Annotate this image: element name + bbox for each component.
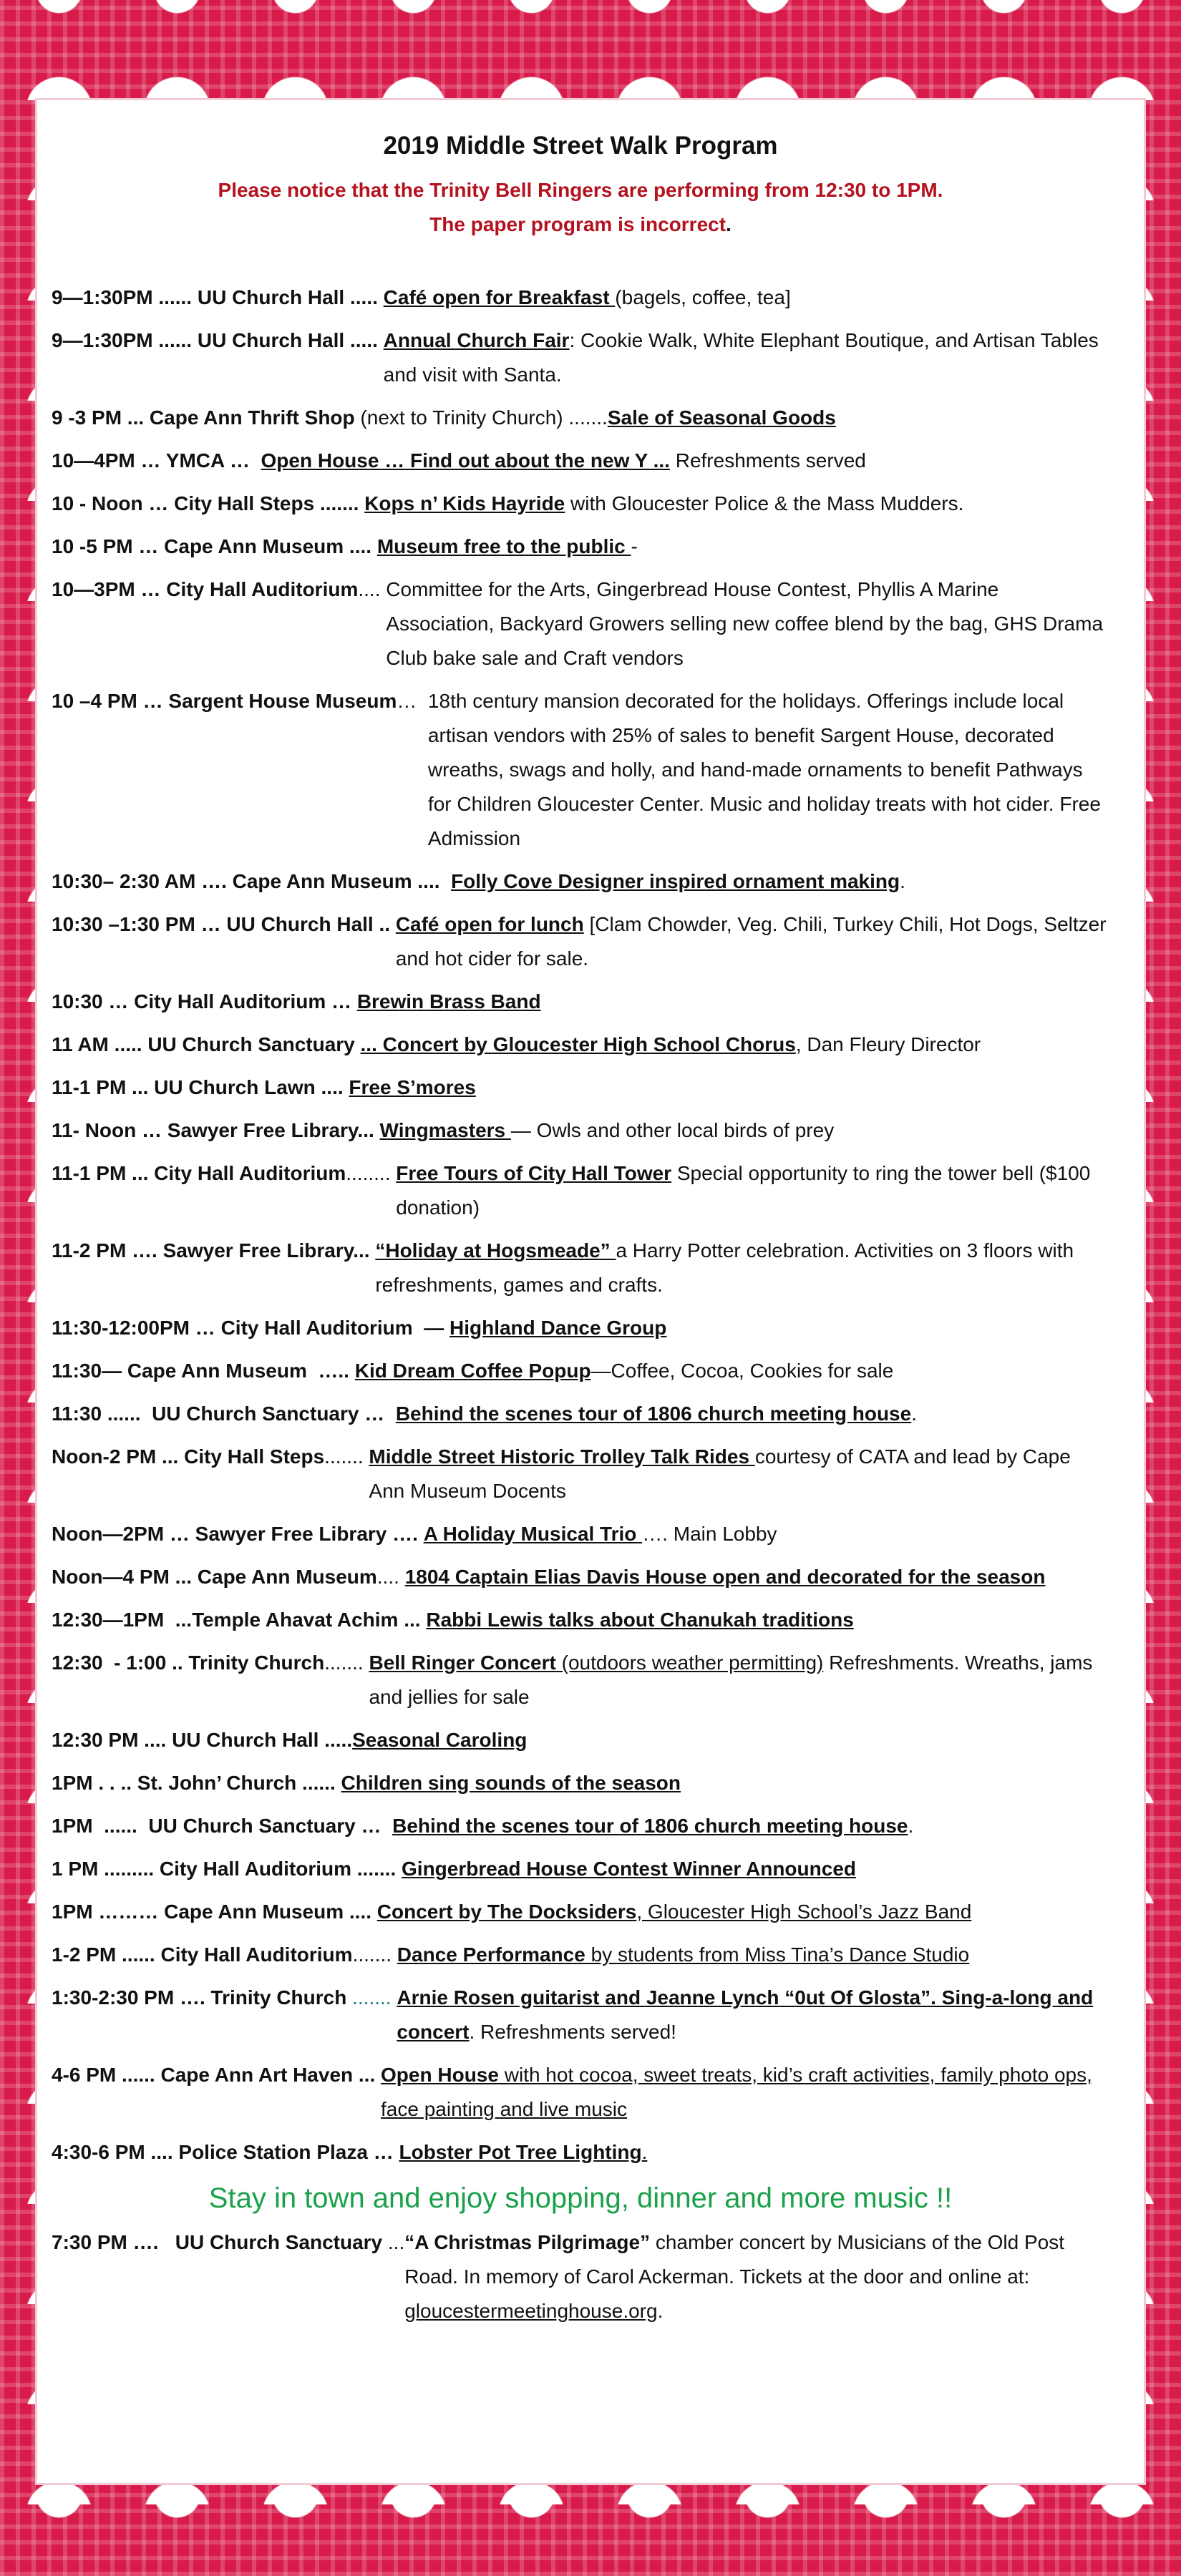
- event-row: [52, 1354, 1109, 1388]
- event-row: [52, 1766, 1109, 1800]
- event-description: : Cookie Walk, White Elephant Boutique, and Artisan Tables and visit with Santa.: [383, 329, 1099, 386]
- event-description: 18th century mansion decorated for the holidays. Offerings include local artisan vendors with 25% of sales to benefit Sargent House, decorated wreaths, swags and holly, and hand-made ornaments to benefit Pathways for Children Gloucester Center. Music and holiday treats with hot cider. Free Admission: [427, 690, 1101, 849]
- event-time-location: Noon—4 PM ... Cape Ann Museum: [52, 1566, 377, 1588]
- event-time-location: 10:30 –1:30 PM … UU Church Hall ..: [52, 913, 396, 935]
- event-highlight: Gingerbread House Contest Winner Announced: [402, 1858, 856, 1880]
- page-title: 2019 Middle Street Walk Program: [383, 132, 778, 160]
- event-time-location: 11 AM ..... UU Church Sanctuary: [52, 1033, 361, 1055]
- event-highlight: Middle Street Historic Trolley Talk Rides: [369, 1445, 755, 1468]
- event-description: , Dan Fleury Director: [795, 1033, 981, 1055]
- event-time-location: 1-2 PM ...... City Hall Auditorium: [52, 1943, 353, 1966]
- event-highlight: “Holiday at Hogsmeade”: [375, 1239, 616, 1262]
- event-highlight: Café open for Breakfast: [383, 286, 616, 308]
- event-time-location: 11-1 PM ... City Hall Auditorium: [52, 1162, 346, 1184]
- event-time-location: 10 - Noon … City Hall Steps .......: [52, 492, 365, 514]
- event-row: 10 –4 PM … Sargent House Museum… 18th century mansion decorated for the holidays. Offerings include local artisan vendors with 25% of sales to benefit Sargent House, decorated wreaths, swags and holly, and hand-made ornaments to benefit Pathways for Children Gloucester Center. Music and holiday treats with hot cider. Free Admission: [52, 690, 1101, 849]
- event-row: [52, 444, 1109, 478]
- event-row: [52, 1234, 1109, 1302]
- event-row: [52, 487, 1109, 521]
- event-time-location: 1:30-2:30 PM …. Trinity Church: [52, 1986, 353, 2009]
- event-time-location: 1PM . . .. St. John’ Church ......: [52, 1772, 341, 1794]
- notice-line-1: Please notice that the Trinity Bell Ringers are performing from 12:30 to 1PM.: [218, 179, 943, 201]
- event-highlight: Concert by The Docksiders: [376, 1901, 637, 1923]
- event-time-location: 9—1:30PM ...... UU Church Hall .....: [52, 286, 384, 308]
- event-time-location: 12:30—1PM ...Temple Ahavat Achim ...: [52, 1609, 427, 1631]
- event-description: .: [911, 1402, 917, 1425]
- event-time-location: 10:30 … City Hall Auditorium …: [52, 990, 357, 1013]
- event-highlight: Lobster Pot Tree Lighting: [399, 2141, 642, 2163]
- event-description: -: [631, 535, 638, 557]
- event-description: .: [900, 870, 905, 892]
- final-event: 7:30 PM …. UU Church Sanctuary ... “A Christmas Pilgrimage” chamber concert by Musicians of the Old Post Road. In memory of Carol Ackerman. Tickets at the door and online at: gloucestermeetinghouse.org.: [52, 2231, 1064, 2322]
- event-highlight: 1804 Captain Elias Davis House open and decorated for the season: [404, 1566, 1046, 1588]
- event-description: with Gloucester Police & the Mass Mudders.: [565, 492, 964, 514]
- event-row: [52, 985, 1109, 1019]
- notice: [52, 173, 1109, 242]
- event-row: Noon-2 PM ... City Hall Steps....... Middle Street Historic Trolley Talk Rides courtesy of CATA and lead by Cape Ann Museum Docents: [52, 1445, 1071, 1502]
- event-highlight: Arnie Rosen guitarist and Jeanne Lynch “0ut Of Glosta”. Sing-a-long and concert: [397, 1986, 1094, 2043]
- event-highlight: Highland Dance Group: [449, 1317, 667, 1339]
- event-row: [52, 530, 1109, 564]
- event-time-location: 10—4PM … YMCA …: [52, 449, 261, 472]
- event-highlight: Folly Cove Designer inspired ornament making: [451, 870, 900, 892]
- event-row: 1:30-2:30 PM …. Trinity Church ....... Arnie Rosen guitarist and Jeanne Lynch “0ut Of Glosta”. Sing-a-long and concert. Refreshments served!: [52, 1986, 1094, 2043]
- event-row: Noon—4 PM ... Cape Ann Museum.... 1804 Captain Elias Davis House open and decorated for the season: [52, 1566, 1046, 1588]
- event-highlight: Sale of Seasonal Goods: [607, 406, 836, 429]
- event-row: [52, 280, 1109, 315]
- event-row: [52, 1311, 1109, 1345]
- event-description: courtesy of CATA and lead by Cape Ann Museum Docents: [369, 1445, 1071, 1502]
- event-row: [52, 1723, 1109, 1757]
- event-description: Refreshments. Wreaths, jams and jellies for sale: [369, 1652, 1093, 1708]
- event-description: —Coffee, Cocoa, Cookies for sale: [590, 1360, 894, 1382]
- event-list: [52, 280, 1109, 2170]
- notice-line-2: The paper program is incorrect.: [429, 213, 732, 235]
- event-row: [52, 864, 1109, 899]
- website-link[interactable]: gloucestermeetinghouse.org: [404, 2300, 658, 2322]
- event-row: 10—3PM … City Hall Auditorium.... Committee for the Arts, Gingerbread House Contest, Phyllis A Marine Association, Backyard Growers selling new coffee blend by the bag, GHS Drama Club bake sale and Craft vendors: [52, 578, 1104, 669]
- event-time-location: 1 PM ......... City Hall Auditorium .......: [52, 1858, 402, 1880]
- event-row: [52, 1809, 1109, 1843]
- event-highlight: Kops n’ Kids Hayride: [364, 492, 565, 514]
- event-time-location: 11-2 PM …. Sawyer Free Library...: [52, 1239, 376, 1262]
- event-highlight: Annual Church Fair: [383, 329, 570, 351]
- event-highlight: A Holiday Musical Trio: [423, 1523, 643, 1545]
- event-time-location: 12:30 - 1:00 .. Trinity Church: [52, 1652, 325, 1674]
- event-time-location: 11:30-12:00PM … City Hall Auditorium —: [52, 1317, 449, 1339]
- event-row: [52, 1852, 1109, 1886]
- event-description: (bagels, coffee, tea]: [615, 286, 791, 308]
- event-highlight: ... Concert by Gloucester High School Chorus: [360, 1033, 796, 1055]
- event-time-location: Noon—2PM … Sawyer Free Library ….: [52, 1523, 424, 1545]
- event-time-location: Noon-2 PM ... City Hall Steps: [52, 1445, 325, 1468]
- event-highlight: Dance Performance: [397, 1943, 585, 1966]
- event-description: [Clam Chowder, Veg. Chili, Turkey Chili, Hot Dogs, Seltzer and hot cider for sale.: [395, 913, 1107, 970]
- event-row: [52, 1397, 1109, 1431]
- event-row: [52, 1028, 1109, 1062]
- event-time-location: 4-6 PM ...... Cape Ann Art Haven ...: [52, 2064, 381, 2086]
- event-time-location: 12:30 PM .... UU Church Hall .....: [52, 1729, 353, 1751]
- event-time-location: 4:30-6 PM .... Police Station Plaza …: [52, 2141, 399, 2163]
- event-highlight: Bell Ringer Concert: [369, 1652, 556, 1674]
- event-time-location: 11:30— Cape Ann Museum …..: [52, 1360, 355, 1382]
- event-row: [52, 1070, 1109, 1105]
- event-row: [52, 323, 1109, 392]
- event-description: Refreshments served: [669, 449, 866, 472]
- event-row: 9 -3 PM ... Cape Ann Thrift Shop (next to Trinity Church) ....... Sale of Seasonal Goods: [52, 406, 836, 429]
- event-highlight: Open House … Find out about the new Y ...: [261, 449, 670, 472]
- event-row: [52, 1113, 1109, 1148]
- event-highlight: Open House: [381, 2064, 499, 2086]
- event-highlight: Museum free to the public: [376, 535, 631, 557]
- event-row: 1PM ……… Cape Ann Museum .... Concert by The Docksiders, Gloucester High School’s Jazz Band: [52, 1901, 972, 1923]
- closing-banner: Stay in town and enjoy shopping, dinner and more music !!: [208, 2182, 953, 2214]
- event-description: Committee for the Arts, Gingerbread House Contest, Phyllis A Marine Association, Backyard Growers selling new coffee blend by the bag, GHS Drama Club bake sale and Craft vendors: [386, 578, 1104, 669]
- event-highlight: Seasonal Caroling: [352, 1729, 528, 1751]
- event-row: 11-1 PM ... City Hall Auditorium........ Free Tours of City Hall Tower Special opportunity to ring the tower bell ($100 donation): [52, 1162, 1091, 1219]
- event-highlight: Free S’mores: [349, 1076, 476, 1098]
- event-highlight: Free Tours of City Hall Tower: [396, 1162, 672, 1184]
- event-description: a Harry Potter celebration. Activities on 3 floors with refreshments, games and crafts.: [375, 1239, 1074, 1296]
- event-highlight: Behind the scenes tour of 1806 church meeting house: [395, 1402, 912, 1425]
- event-highlight: Kid Dream Coffee Popup: [354, 1360, 591, 1382]
- event-time-location: 9—1:30PM ...... UU Church Hall .....: [52, 329, 384, 351]
- event-time-location: 10:30– 2:30 AM …. Cape Ann Museum ....: [52, 870, 452, 892]
- event-time-location: 1PM ……… Cape Ann Museum ....: [52, 1901, 377, 1923]
- event-highlight: Café open for lunch: [395, 913, 584, 935]
- event-description: .: [908, 1815, 914, 1837]
- event-description: — Owls and other local birds of prey: [510, 1119, 835, 1141]
- event-highlight: Wingmasters: [379, 1119, 511, 1141]
- event-row: 4:30-6 PM .... Police Station Plaza … Lobster Pot Tree Lighting.: [52, 2141, 648, 2163]
- event-row: 1-2 PM ...... City Hall Auditorium....... Dance Performance by students from Miss Tina’s Dance Studio: [52, 1943, 970, 1966]
- event-row: [52, 1603, 1109, 1637]
- event-time-location: 11:30 ...... UU Church Sanctuary …: [52, 1402, 396, 1425]
- event-time-location: 11- Noon … Sawyer Free Library...: [52, 1119, 380, 1141]
- event-row: 4-6 PM ...... Cape Ann Art Haven ... Open House with hot cocoa, sweet treats, kid’s craft activities, family photo ops, face painting and live music: [52, 2064, 1092, 2120]
- event-row: [52, 1517, 1109, 1551]
- event-highlight: Children sing sounds of the season: [341, 1772, 681, 1794]
- event-highlight: Brewin Brass Band: [356, 990, 541, 1013]
- event-time-location: 1PM ...... UU Church Sanctuary …: [52, 1815, 393, 1837]
- event-highlight: Rabbi Lewis talks about Chanukah traditions: [426, 1609, 854, 1631]
- event-time-location: 11-1 PM ... UU Church Lawn ....: [52, 1076, 349, 1098]
- event-highlight: “A Christmas Pilgrimage”: [404, 2231, 651, 2253]
- program-sheet: [37, 100, 1144, 2483]
- event-time-location: 9 -3 PM ... Cape Ann Thrift Shop: [52, 406, 355, 429]
- event-description: . Refreshments served!: [469, 2021, 676, 2043]
- event-time-location: 10 –4 PM … Sargent House Museum: [52, 690, 397, 712]
- event-row: 12:30 - 1:00 .. Trinity Church....... Bell Ringer Concert (outdoors weather permitting) Refreshments. Wreaths, jams and jellies for sale: [52, 1652, 1093, 1708]
- event-time-location: 10 -5 PM … Cape Ann Museum ....: [52, 535, 377, 557]
- event-time-location: 10—3PM … City Hall Auditorium: [52, 578, 359, 600]
- event-description: Special opportunity to ring the tower bell ($100 donation): [396, 1162, 1091, 1219]
- event-highlight: Behind the scenes tour of 1806 church meeting house: [392, 1815, 908, 1837]
- event-description: …. Main Lobby: [642, 1523, 777, 1545]
- event-row: [52, 907, 1109, 976]
